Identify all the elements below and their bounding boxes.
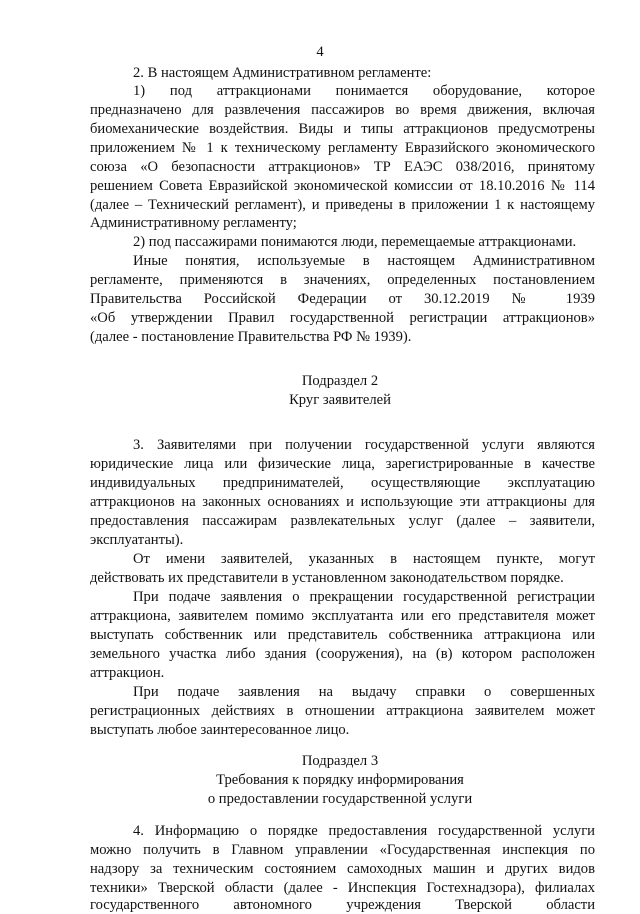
subsection-title: Требования к порядку информирования <box>216 772 464 788</box>
text-line: можно получить в Главном управлении «Государственная инспекция по <box>90 842 595 858</box>
text-line: Административному регламенту; <box>90 215 297 231</box>
page-number: 4 <box>316 44 324 60</box>
subsection-heading: Подраздел 2 <box>301 373 379 389</box>
text-line: государственного автономного учреждения Тверской области <box>90 897 595 913</box>
text-line: регламенте, применяются в значениях, определенных постановлением <box>90 272 595 288</box>
text-line: 2) под пассажирами понимаются люди, перемещаемые аттракционами. <box>133 234 577 250</box>
text-line: эксплуатанты). <box>90 532 184 548</box>
text-line: (далее – Технический регламент), и приведены в приложении 1 к настоящему <box>90 197 595 213</box>
text-line: 2. В настоящем Административном регламенте: <box>133 65 432 81</box>
text-line: аттракционов на законных основаниях и использующие эти аттракционы для <box>90 494 595 510</box>
text-line: При подаче заявления на выдачу справки о совершенных <box>133 684 595 700</box>
text-line: техники» Тверской области (далее - Инспекция Гостехнадзора), филиалах <box>90 880 595 896</box>
text-line: земельного участка либо здания (сооружения), на (в) котором расположен <box>90 646 595 662</box>
text-line: выступать любое заинтересованное лицо. <box>90 722 350 738</box>
text-line: аттракциона, заявителем помимо эксплуатанта или его представителя может <box>90 608 595 624</box>
text-line: предоставления пассажирам развлекательных услуг (далее – заявители, <box>90 513 595 529</box>
text-line: аттракцион. <box>90 665 165 681</box>
text-line: выступать собственник или представитель собственника аттракциона или <box>90 627 595 643</box>
subsection-title: Круг заявителей <box>289 392 391 408</box>
text-line: надзору за техническим состоянием самоходных машин и других видов <box>90 861 595 877</box>
text-line: Иные понятия, используемые в настоящем Административном <box>133 253 595 269</box>
text-line: При подаче заявления о прекращении государственной регистрации <box>133 589 595 605</box>
text-line: действовать их представители в установленном законодательством порядке. <box>90 570 564 586</box>
text-line: биомеханические воздействия. Виды и типы аттракционов предусмотрены <box>90 121 595 137</box>
text-line: регистрационных действиях в отношении аттракциона заявителем может <box>90 703 595 719</box>
text-line: 1) под аттракционами понимается оборудование, которое <box>133 83 595 99</box>
text-line: 4. Информацию о порядке предоставления государственной услуги <box>133 823 595 839</box>
text-line: индивидуальных предпринимателей, осуществляющие эксплуатацию <box>90 475 595 491</box>
text-line: приложением № 1 к техническому регламенту Евразийского экономического <box>90 140 595 156</box>
text-line: решением Совета Евразийской экономической комиссии от 18.10.2016 № 114 <box>90 178 595 194</box>
text-line: «Об утверждении Правил государственной регистрации аттракционов» <box>90 310 595 326</box>
text-line: (далее - постановление Правительства РФ № 1939). <box>90 329 412 345</box>
subsection-heading: Подраздел 3 <box>301 753 379 769</box>
text-line: юридические лица или физические лица, зарегистрированные в качестве <box>90 456 595 472</box>
text-line: предназначено для развлечения пассажиров во время движения, включая <box>90 102 595 118</box>
text-line: От имени заявителей, указанных в настоящем пункте, могут <box>133 551 595 567</box>
text-line: 3. Заявителями при получении государственной услуги являются <box>133 437 595 453</box>
text-line: союза «О безопасности аттракционов» ТР ЕАЭС 038/2016, принятому <box>90 159 595 175</box>
subsection-title: о предоставлении государственной услуги <box>207 791 473 807</box>
text-line: Правительства Российской Федерации от 30.12.2019 № 1939 <box>90 291 595 307</box>
